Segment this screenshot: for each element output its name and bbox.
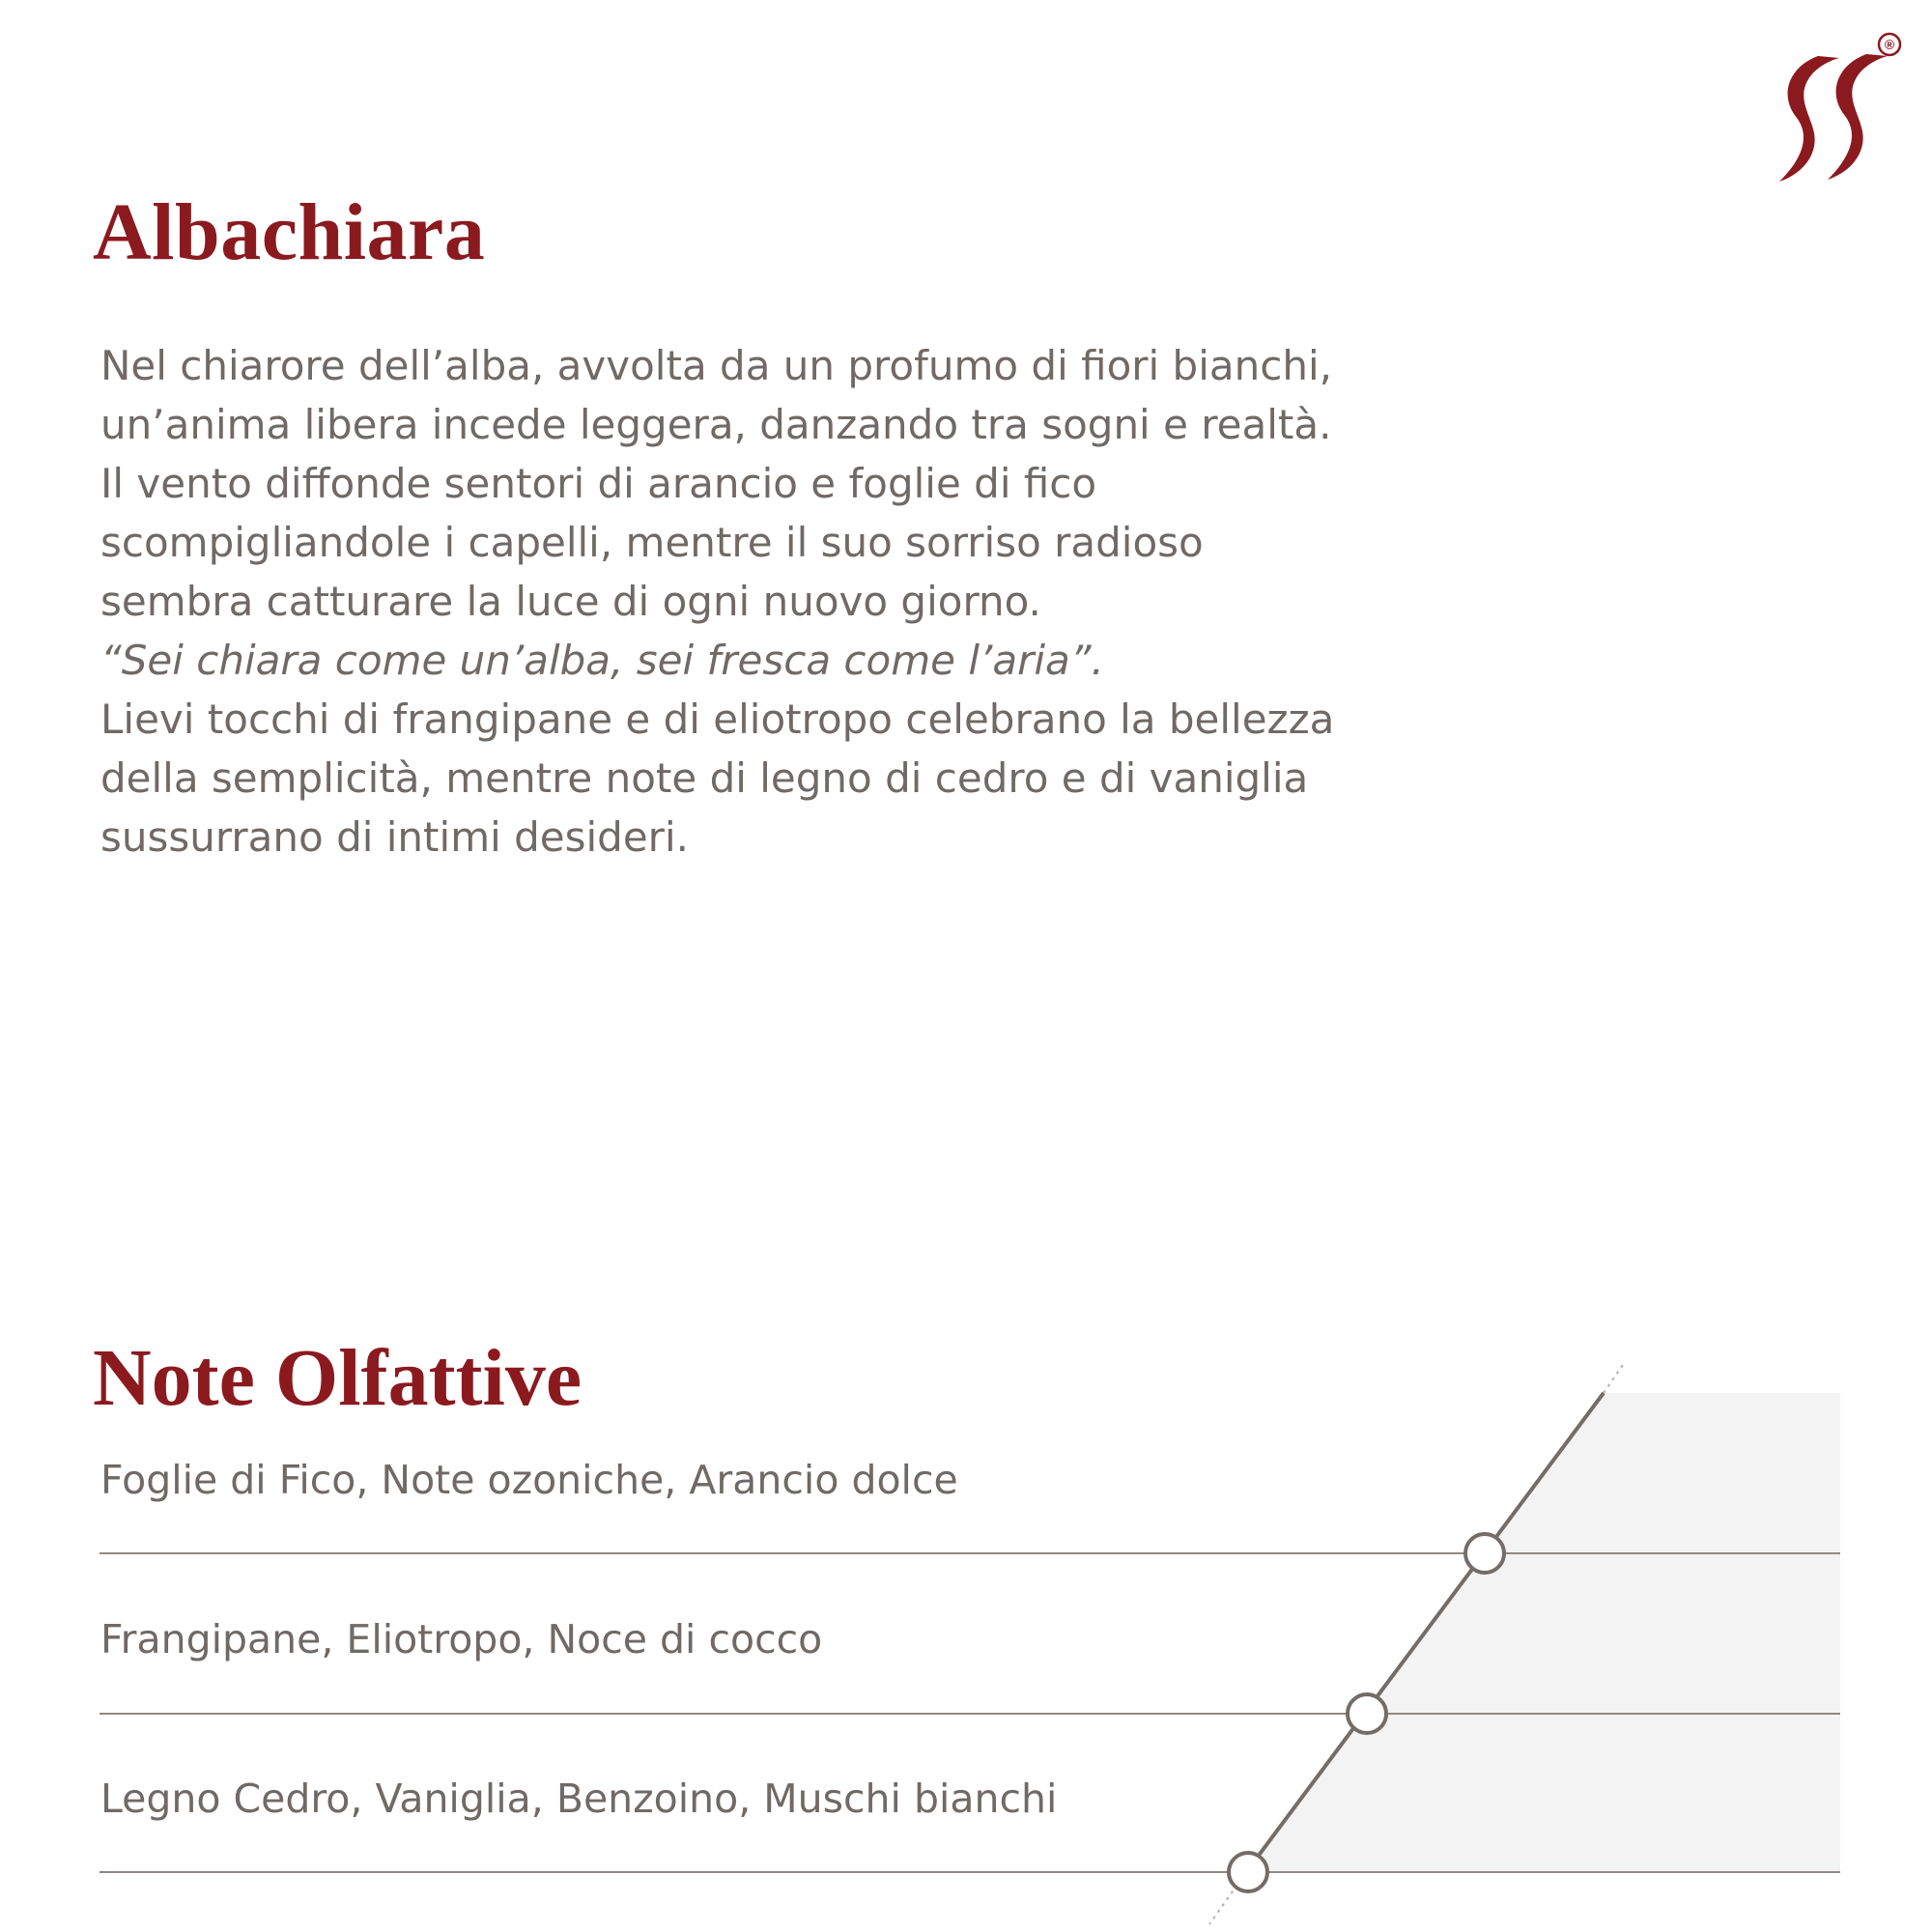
pyramid-dotted-top [1604,1362,1625,1393]
pyramid-shade [1246,1393,1840,1872]
description-line: Lievi tocchi di frangipane e di eliotropo celebrano la bellezza [100,696,1335,743]
description-quote: “Sei chiara come un’alba, sei fresca come l’aria”. [100,637,1104,684]
base-note-marker [1229,1853,1267,1891]
description-line: della semplicità, mentre note di legno di cedro e di vaniglia [100,754,1309,802]
heart-notes-label: Frangipane, Eliotropo, Noce di cocco [100,1616,823,1662]
registered-mark: ® [1884,37,1895,52]
product-title: Albachiara [93,187,486,277]
description-line: sussurrano di intimi desideri. [100,813,689,861]
top-notes-label: Foglie di Fico, Note ozoniche, Arancio dolce [100,1457,958,1503]
description-line: Nel chiarore dell’alba, avvolta da un profumo di fiori bianchi, [100,342,1332,389]
top-note-marker [1465,1534,1504,1573]
description-line: Il vento diffonde sentori di arancio e foglie di fico [100,460,1097,507]
description-line: un’anima libera incede leggera, danzando tra sogni e realtà. [100,401,1332,448]
description-line: scompigliandole i capelli, mentre il suo sorriso radioso [100,519,1204,566]
description-line: sembra catturare la luce di ogni nuovo giorno. [100,578,1041,625]
heart-note-marker [1348,1694,1386,1733]
notes-title: Note Olfattive [93,1333,582,1423]
base-notes-label: Legno Cedro, Vaniglia, Benzoino, Muschi bianchi [100,1776,1058,1822]
